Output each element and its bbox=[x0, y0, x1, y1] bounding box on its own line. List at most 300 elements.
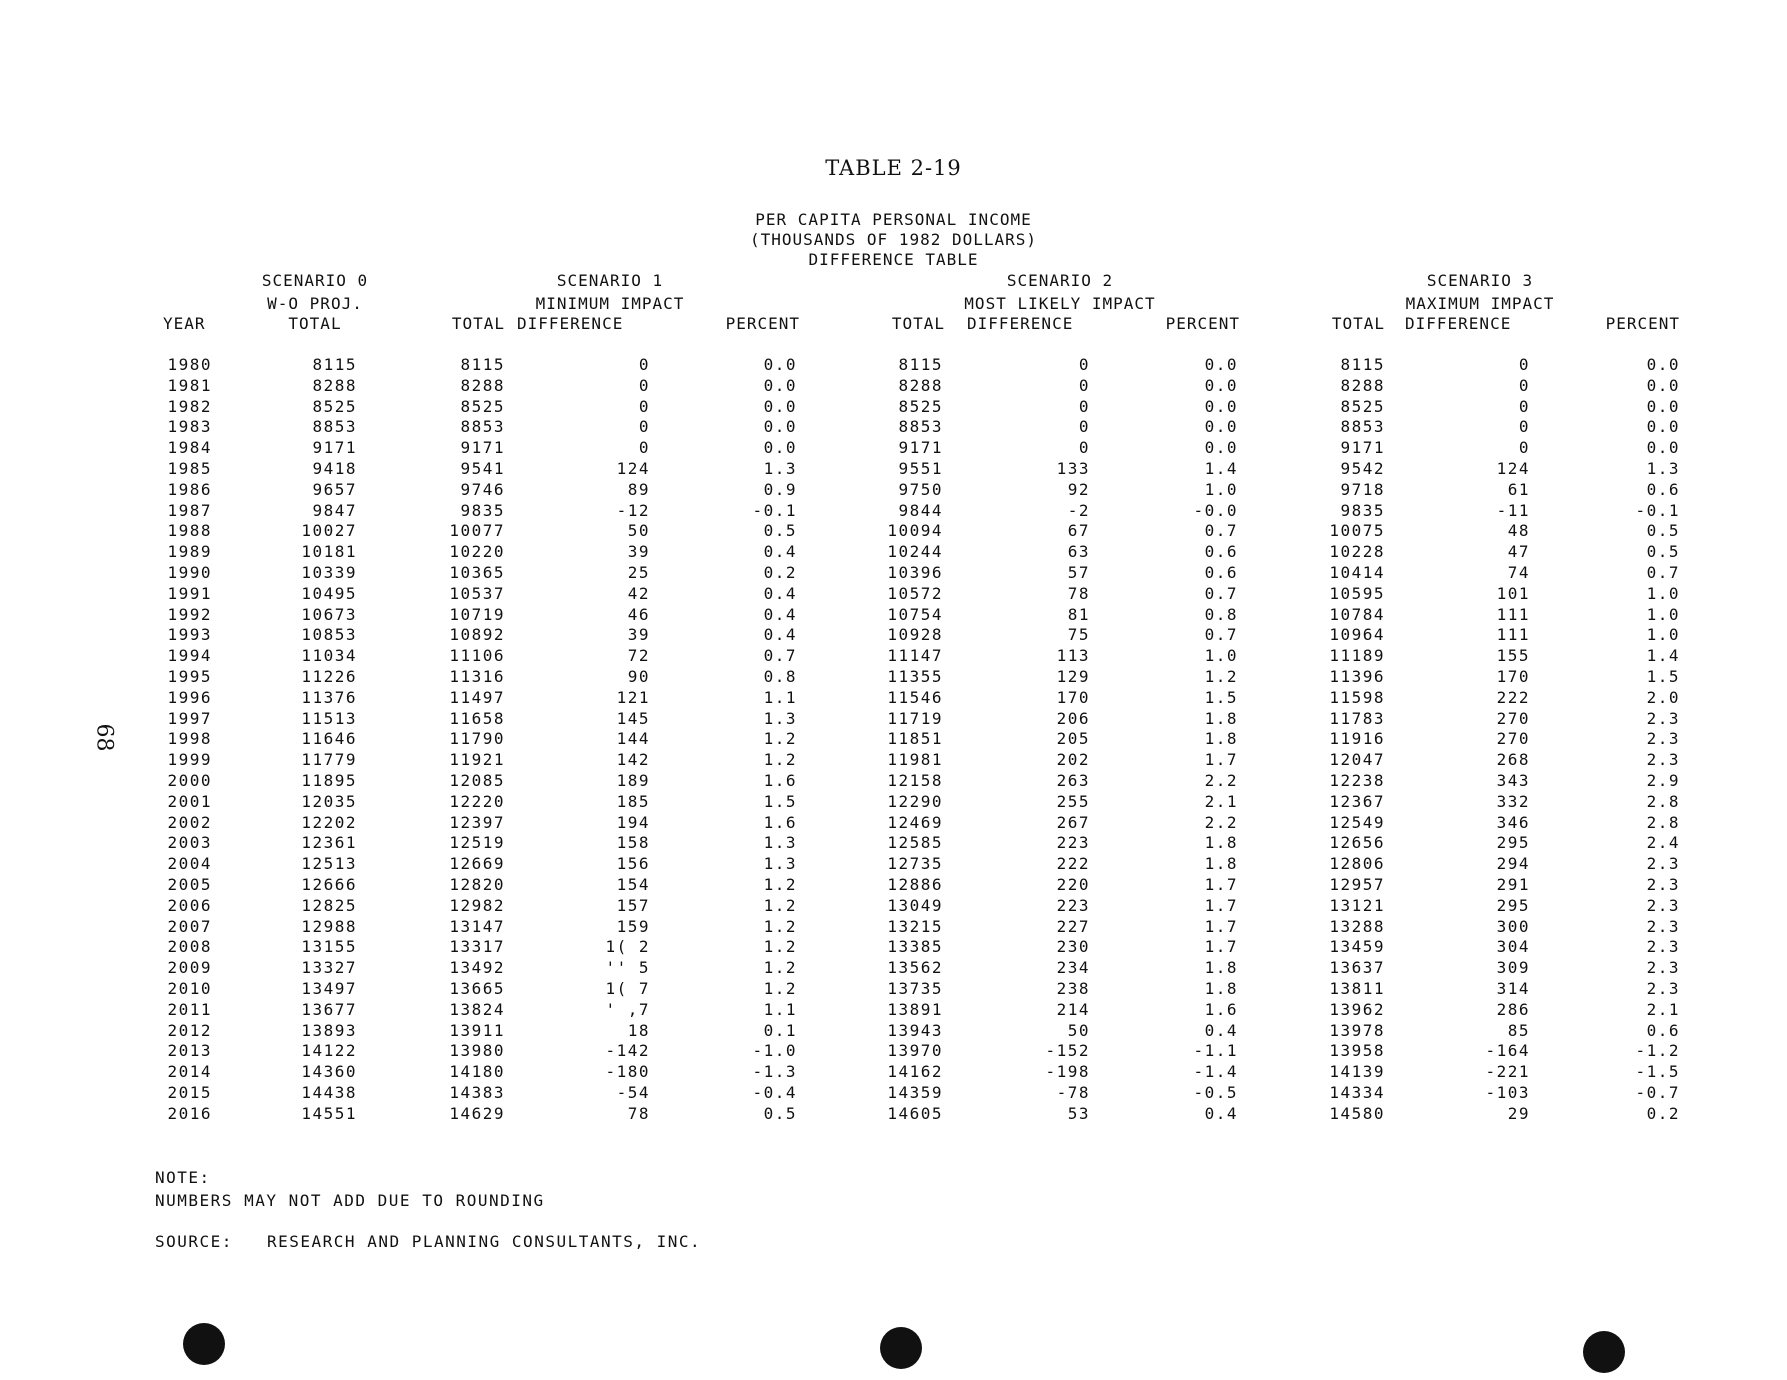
cell-s1-percent: 0.9 bbox=[763, 479, 797, 499]
cell-s2-percent: 1.7 bbox=[1204, 916, 1238, 936]
cell-s3-total: 12806 bbox=[1329, 854, 1385, 874]
cell-s2-difference: 234 bbox=[1056, 958, 1090, 978]
cell-s2-total: 11147 bbox=[887, 646, 943, 666]
cell-s0-total: 13155 bbox=[301, 937, 357, 957]
cell-s3-difference: 124 bbox=[1496, 459, 1530, 478]
table-row bbox=[0, 709, 1787, 729]
table-row bbox=[0, 958, 1787, 978]
cell-year: 1995 bbox=[167, 667, 212, 686]
cell-s1-difference: 189 bbox=[616, 771, 650, 790]
source-label: SOURCE: bbox=[155, 1232, 233, 1251]
cell-s3-total: 10964 bbox=[1329, 625, 1385, 645]
cell-s3-difference: 155 bbox=[1496, 646, 1530, 666]
cell-s1-percent: 1.2 bbox=[763, 729, 797, 749]
cell-s3-total: 12656 bbox=[1329, 833, 1385, 853]
cell-s1-total: 8853 bbox=[460, 417, 505, 437]
cell-year: 1992 bbox=[167, 604, 212, 624]
cell-s3-difference: 291 bbox=[1496, 875, 1530, 894]
binder-hole-right bbox=[1583, 1331, 1625, 1373]
table-row bbox=[0, 937, 1787, 957]
cell-s2-difference: 0 bbox=[1078, 355, 1090, 374]
table-row bbox=[0, 625, 1787, 645]
cell-s3-total: 11189 bbox=[1329, 646, 1385, 666]
note-text: NUMBERS MAY NOT ADD DUE TO ROUNDING bbox=[155, 1191, 545, 1210]
cell-s3-percent: -1.2 bbox=[1635, 1041, 1680, 1061]
cell-s2-percent: 0.0 bbox=[1204, 375, 1238, 395]
s1-total-header: TOTAL bbox=[451, 314, 505, 333]
cell-s1-difference: 154 bbox=[616, 875, 650, 894]
cell-s2-total: 13215 bbox=[887, 916, 943, 936]
cell-s1-difference: 156 bbox=[616, 854, 650, 874]
cell-s0-total: 11513 bbox=[301, 708, 357, 728]
cell-s1-difference: 50 bbox=[627, 521, 650, 541]
cell-s2-total: 8525 bbox=[898, 396, 943, 416]
cell-year: 2016 bbox=[167, 1103, 212, 1123]
cell-s3-percent: -0.1 bbox=[1635, 500, 1680, 520]
cell-year: 2005 bbox=[167, 875, 212, 894]
cell-s1-percent: 1.3 bbox=[763, 459, 797, 478]
cell-year: 2007 bbox=[167, 916, 212, 936]
table-row bbox=[0, 875, 1787, 895]
cell-s1-difference: 90 bbox=[627, 667, 650, 686]
cell-s1-percent: 1.6 bbox=[763, 771, 797, 790]
cell-s2-total: 13735 bbox=[887, 979, 943, 998]
scenario2-header-line2: MOST LIKELY IMPACT bbox=[964, 294, 1156, 313]
s1-difference-header: DIFFERENCE bbox=[517, 314, 624, 333]
cell-s1-percent: 1.2 bbox=[763, 937, 797, 957]
cell-s3-total: 8288 bbox=[1340, 375, 1385, 395]
cell-s3-difference: 47 bbox=[1507, 542, 1530, 562]
table-row bbox=[0, 1083, 1787, 1103]
cell-s0-total: 8115 bbox=[312, 355, 357, 374]
cell-s3-difference: 0 bbox=[1518, 375, 1530, 395]
cell-s1-total: 9171 bbox=[460, 438, 505, 458]
cell-s2-total: 9551 bbox=[898, 459, 943, 478]
cell-s1-percent: 0.4 bbox=[763, 604, 797, 624]
cell-s3-total: 13459 bbox=[1329, 937, 1385, 957]
cell-s1-total: 12220 bbox=[449, 791, 505, 811]
cell-s0-total: 12825 bbox=[301, 895, 357, 915]
cell-s1-total: 9541 bbox=[460, 459, 505, 478]
cell-s1-percent: 0.5 bbox=[763, 521, 797, 541]
cell-s3-percent: 2.4 bbox=[1646, 833, 1680, 853]
table-row bbox=[0, 854, 1787, 874]
cell-s2-difference: 255 bbox=[1056, 791, 1090, 811]
scenario2-header-line1: SCENARIO 2 bbox=[1006, 271, 1114, 290]
cell-s1-percent: 1.2 bbox=[763, 916, 797, 936]
cell-s2-total: 10928 bbox=[887, 625, 943, 645]
cell-s0-total: 10853 bbox=[301, 625, 357, 645]
table-row bbox=[0, 417, 1787, 437]
cell-s2-total: 10754 bbox=[887, 604, 943, 624]
cell-s3-percent: 1.3 bbox=[1646, 459, 1680, 478]
cell-s1-total: 13317 bbox=[449, 937, 505, 957]
cell-s2-difference: 57 bbox=[1067, 563, 1090, 582]
cell-s3-total: 13978 bbox=[1329, 1020, 1385, 1040]
cell-s2-percent: 1.8 bbox=[1204, 708, 1238, 728]
subtitle-line-1: PER CAPITA PERSONAL INCOME bbox=[755, 210, 1032, 229]
cell-s1-percent: 0.0 bbox=[763, 438, 797, 458]
cell-year: 1999 bbox=[167, 750, 212, 770]
cell-s3-total: 12367 bbox=[1329, 791, 1385, 811]
cell-s2-percent: 0.0 bbox=[1204, 417, 1238, 437]
cell-s1-difference: 144 bbox=[616, 729, 650, 749]
cell-s1-percent: 1.6 bbox=[763, 812, 797, 832]
table-row bbox=[0, 563, 1787, 583]
cell-s2-percent: -0.5 bbox=[1193, 1083, 1238, 1102]
cell-s2-percent: -1.1 bbox=[1193, 1041, 1238, 1061]
cell-year: 1989 bbox=[167, 542, 212, 562]
table-row bbox=[0, 667, 1787, 687]
cell-s2-percent: 1.0 bbox=[1204, 646, 1238, 666]
cell-s1-difference: 124 bbox=[616, 459, 650, 478]
cell-s2-total: 8853 bbox=[898, 417, 943, 437]
cell-s1-difference: ' ,7 bbox=[605, 999, 650, 1019]
cell-s1-total: 12669 bbox=[449, 854, 505, 874]
cell-s2-total: 10572 bbox=[887, 583, 943, 603]
cell-s1-difference: 157 bbox=[616, 895, 650, 915]
cell-s3-percent: 2.3 bbox=[1646, 937, 1680, 957]
table-row bbox=[0, 605, 1787, 625]
table-row bbox=[0, 813, 1787, 833]
cell-s3-percent: 2.3 bbox=[1646, 916, 1680, 936]
cell-s2-total: 12158 bbox=[887, 771, 943, 790]
cell-s1-difference: 89 bbox=[627, 479, 650, 499]
cell-s1-total: 10892 bbox=[449, 625, 505, 645]
cell-s2-total: 13049 bbox=[887, 895, 943, 915]
cell-s0-total: 11895 bbox=[301, 771, 357, 790]
cell-s1-percent: 0.0 bbox=[763, 375, 797, 395]
cell-s1-percent: 1.2 bbox=[763, 958, 797, 978]
cell-s0-total: 10027 bbox=[301, 521, 357, 541]
cell-year: 1991 bbox=[167, 583, 212, 603]
cell-year: 1996 bbox=[167, 687, 212, 707]
cell-s2-difference: 75 bbox=[1067, 625, 1090, 645]
cell-s2-total: 10094 bbox=[887, 521, 943, 541]
cell-s3-total: 11396 bbox=[1329, 667, 1385, 686]
cell-s0-total: 11779 bbox=[301, 750, 357, 770]
cell-s1-total: 10365 bbox=[449, 563, 505, 582]
cell-s2-difference: 0 bbox=[1078, 417, 1090, 437]
cell-s3-difference: 111 bbox=[1496, 625, 1530, 645]
cell-s1-difference: 25 bbox=[627, 563, 650, 582]
cell-s1-percent: 0.5 bbox=[763, 1103, 797, 1123]
year-header: YEAR bbox=[163, 314, 206, 333]
cell-s3-difference: 0 bbox=[1518, 417, 1530, 437]
cell-year: 1986 bbox=[167, 479, 212, 499]
cell-s1-percent: -1.3 bbox=[752, 1062, 797, 1082]
cell-s3-difference: -11 bbox=[1496, 500, 1530, 520]
cell-s1-total: 11316 bbox=[449, 667, 505, 686]
cell-s0-total: 9847 bbox=[312, 500, 357, 520]
cell-s3-difference: 222 bbox=[1496, 687, 1530, 707]
cell-s0-total: 10339 bbox=[301, 563, 357, 582]
cell-s2-difference: 67 bbox=[1067, 521, 1090, 541]
cell-s3-total: 11598 bbox=[1329, 687, 1385, 707]
cell-s1-total: 11106 bbox=[449, 646, 505, 666]
cell-s3-difference: 0 bbox=[1518, 396, 1530, 416]
cell-s2-total: 8288 bbox=[898, 375, 943, 395]
cell-s2-difference: -152 bbox=[1045, 1041, 1090, 1061]
cell-s2-percent: 2.1 bbox=[1204, 791, 1238, 811]
cell-s1-total: 14180 bbox=[449, 1062, 505, 1082]
cell-s2-difference: 0 bbox=[1078, 396, 1090, 416]
cell-s3-percent: 0.0 bbox=[1646, 375, 1680, 395]
cell-s2-difference: 113 bbox=[1056, 646, 1090, 666]
cell-s3-percent: 1.0 bbox=[1646, 625, 1680, 645]
cell-s3-percent: 0.7 bbox=[1646, 563, 1680, 582]
cell-s1-percent: 0.4 bbox=[763, 583, 797, 603]
cell-s2-percent: -1.4 bbox=[1193, 1062, 1238, 1082]
cell-s2-total: 13891 bbox=[887, 999, 943, 1019]
cell-year: 2003 bbox=[167, 833, 212, 853]
cell-s2-difference: 230 bbox=[1056, 937, 1090, 957]
cell-s1-total: 12397 bbox=[449, 812, 505, 832]
cell-s3-total: 8853 bbox=[1340, 417, 1385, 437]
cell-s3-percent: 1.0 bbox=[1646, 583, 1680, 603]
cell-s1-difference: -54 bbox=[616, 1083, 650, 1102]
cell-s1-total: 12982 bbox=[449, 895, 505, 915]
cell-s1-difference: 78 bbox=[627, 1103, 650, 1123]
cell-s1-total: 14383 bbox=[449, 1083, 505, 1102]
table-row bbox=[0, 459, 1787, 479]
cell-s2-percent: 0.0 bbox=[1204, 438, 1238, 458]
cell-s2-total: 12886 bbox=[887, 875, 943, 894]
cell-s0-total: 12513 bbox=[301, 854, 357, 874]
cell-s3-total: 10414 bbox=[1329, 563, 1385, 582]
cell-s1-difference: 0 bbox=[638, 396, 650, 416]
table-row bbox=[0, 771, 1787, 791]
cell-s1-difference: 42 bbox=[627, 583, 650, 603]
cell-s2-percent: 0.0 bbox=[1204, 355, 1238, 374]
cell-s3-percent: 2.3 bbox=[1646, 895, 1680, 915]
cell-s0-total: 12202 bbox=[301, 812, 357, 832]
cell-year: 2015 bbox=[167, 1083, 212, 1102]
cell-s1-difference: 145 bbox=[616, 708, 650, 728]
cell-s1-difference: 121 bbox=[616, 687, 650, 707]
cell-s0-total: 13497 bbox=[301, 979, 357, 998]
cell-s1-percent: 0.0 bbox=[763, 417, 797, 437]
cell-s3-percent: 0.0 bbox=[1646, 438, 1680, 458]
cell-s2-total: 12585 bbox=[887, 833, 943, 853]
cell-year: 2001 bbox=[167, 791, 212, 811]
cell-s3-percent: 0.5 bbox=[1646, 521, 1680, 541]
cell-s2-percent: 1.7 bbox=[1204, 895, 1238, 915]
cell-s3-percent: 2.0 bbox=[1646, 687, 1680, 707]
cell-s3-total: 13121 bbox=[1329, 895, 1385, 915]
cell-s0-total: 10495 bbox=[301, 583, 357, 603]
scenario1-header-line2: MINIMUM IMPACT bbox=[535, 294, 685, 313]
cell-s1-difference: '' 5 bbox=[605, 958, 650, 978]
cell-s3-difference: 286 bbox=[1496, 999, 1530, 1019]
cell-s1-percent: 1.3 bbox=[763, 708, 797, 728]
table-row bbox=[0, 688, 1787, 708]
table-row bbox=[0, 1000, 1787, 1020]
cell-s1-difference: 18 bbox=[627, 1020, 650, 1040]
cell-s3-total: 13962 bbox=[1329, 999, 1385, 1019]
cell-s2-percent: 0.4 bbox=[1204, 1103, 1238, 1123]
cell-s3-total: 12238 bbox=[1329, 771, 1385, 790]
cell-s1-percent: -1.0 bbox=[752, 1041, 797, 1061]
cell-s3-percent: 0.0 bbox=[1646, 355, 1680, 374]
cell-s2-total: 14359 bbox=[887, 1083, 943, 1102]
cell-s1-difference: 0 bbox=[638, 375, 650, 395]
cell-year: 2012 bbox=[167, 1020, 212, 1040]
cell-year: 1993 bbox=[167, 625, 212, 645]
cell-s3-difference: 309 bbox=[1496, 958, 1530, 978]
cell-s2-difference: 238 bbox=[1056, 979, 1090, 998]
cell-s1-difference: 39 bbox=[627, 542, 650, 562]
cell-s1-total: 12085 bbox=[449, 771, 505, 790]
cell-s1-percent: 1.2 bbox=[763, 750, 797, 770]
cell-s0-total: 10673 bbox=[301, 604, 357, 624]
cell-s3-total: 14580 bbox=[1329, 1103, 1385, 1123]
cell-s3-difference: 294 bbox=[1496, 854, 1530, 874]
cell-s3-percent: 0.2 bbox=[1646, 1103, 1680, 1123]
cell-s2-percent: 1.8 bbox=[1204, 729, 1238, 749]
scenario0-header-line2: W-O PROJ. bbox=[267, 294, 363, 313]
cell-s1-difference: -180 bbox=[605, 1062, 650, 1082]
cell-s2-difference: 223 bbox=[1056, 833, 1090, 853]
cell-s2-total: 10396 bbox=[887, 563, 943, 582]
page-number: 68 bbox=[91, 723, 117, 752]
cell-year: 2009 bbox=[167, 958, 212, 978]
cell-s2-percent: 0.6 bbox=[1204, 542, 1238, 562]
cell-s3-total: 12957 bbox=[1329, 875, 1385, 894]
cell-s2-total: 11546 bbox=[887, 687, 943, 707]
cell-s3-total: 13811 bbox=[1329, 979, 1385, 998]
cell-s2-percent: 0.7 bbox=[1204, 583, 1238, 603]
cell-s3-percent: 2.3 bbox=[1646, 854, 1680, 874]
table-row bbox=[0, 729, 1787, 749]
cell-s2-difference: 170 bbox=[1056, 687, 1090, 707]
cell-s0-total: 12666 bbox=[301, 875, 357, 894]
cell-s2-total: 12290 bbox=[887, 791, 943, 811]
cell-year: 2014 bbox=[167, 1062, 212, 1082]
cell-year: 2002 bbox=[167, 812, 212, 832]
cell-s1-difference: -142 bbox=[605, 1041, 650, 1061]
cell-s1-percent: 1.2 bbox=[763, 875, 797, 894]
cell-s3-percent: 2.9 bbox=[1646, 771, 1680, 790]
table-row bbox=[0, 1021, 1787, 1041]
cell-s1-total: 9746 bbox=[460, 479, 505, 499]
cell-s1-difference: -12 bbox=[616, 500, 650, 520]
cell-s2-difference: 133 bbox=[1056, 459, 1090, 478]
cell-s3-difference: 0 bbox=[1518, 355, 1530, 374]
table-title: TABLE 2-19 bbox=[825, 156, 962, 180]
cell-s1-total: 13980 bbox=[449, 1041, 505, 1061]
cell-s1-percent: 1.2 bbox=[763, 979, 797, 998]
cell-s3-difference: 29 bbox=[1507, 1103, 1530, 1123]
cell-s2-percent: 1.8 bbox=[1204, 979, 1238, 998]
cell-s3-total: 9718 bbox=[1340, 479, 1385, 499]
cell-s1-percent: 1.3 bbox=[763, 833, 797, 853]
cell-s2-difference: 81 bbox=[1067, 604, 1090, 624]
cell-s2-total: 9171 bbox=[898, 438, 943, 458]
cell-s0-total: 11034 bbox=[301, 646, 357, 666]
cell-s2-total: 13562 bbox=[887, 958, 943, 978]
cell-s1-difference: 72 bbox=[627, 646, 650, 666]
cell-s1-difference: 39 bbox=[627, 625, 650, 645]
cell-s2-difference: 263 bbox=[1056, 771, 1090, 790]
cell-s0-total: 12988 bbox=[301, 916, 357, 936]
cell-s3-total: 10784 bbox=[1329, 604, 1385, 624]
s3-percent-header: PERCENT bbox=[1605, 314, 1680, 333]
cell-s2-difference: 92 bbox=[1067, 479, 1090, 499]
cell-s1-percent: 1.1 bbox=[763, 687, 797, 707]
cell-s2-total: 13385 bbox=[887, 937, 943, 957]
cell-s2-difference: 227 bbox=[1056, 916, 1090, 936]
cell-s3-total: 13637 bbox=[1329, 958, 1385, 978]
cell-s1-total: 11921 bbox=[449, 750, 505, 770]
cell-s3-percent: 0.0 bbox=[1646, 417, 1680, 437]
cell-s2-difference: 214 bbox=[1056, 999, 1090, 1019]
cell-s3-percent: 2.3 bbox=[1646, 750, 1680, 770]
binder-hole-left bbox=[183, 1323, 225, 1365]
cell-s3-difference: 111 bbox=[1496, 604, 1530, 624]
cell-s2-difference: 0 bbox=[1078, 438, 1090, 458]
s2-percent-header: PERCENT bbox=[1165, 314, 1240, 333]
table-row bbox=[0, 480, 1787, 500]
cell-s2-percent: 1.4 bbox=[1204, 459, 1238, 478]
cell-s3-total: 14334 bbox=[1329, 1083, 1385, 1102]
scenario0-header-line3: TOTAL bbox=[288, 314, 342, 333]
table-row bbox=[0, 438, 1787, 458]
s2-total-header: TOTAL bbox=[891, 314, 945, 333]
cell-s2-percent: 1.6 bbox=[1204, 999, 1238, 1019]
cell-s0-total: 9418 bbox=[312, 459, 357, 478]
cell-s1-difference: 1( 2 bbox=[605, 937, 650, 957]
cell-s0-total: 13327 bbox=[301, 958, 357, 978]
s3-difference-header: DIFFERENCE bbox=[1405, 314, 1512, 333]
cell-s3-difference: 304 bbox=[1496, 937, 1530, 957]
cell-s2-percent: 1.5 bbox=[1204, 687, 1238, 707]
cell-s3-difference: 343 bbox=[1496, 771, 1530, 790]
cell-s2-difference: 223 bbox=[1056, 895, 1090, 915]
cell-s2-difference: 205 bbox=[1056, 729, 1090, 749]
cell-s3-difference: 48 bbox=[1507, 521, 1530, 541]
cell-s2-difference: 222 bbox=[1056, 854, 1090, 874]
cell-s1-difference: 46 bbox=[627, 604, 650, 624]
cell-s0-total: 8853 bbox=[312, 417, 357, 437]
cell-s3-difference: 295 bbox=[1496, 833, 1530, 853]
cell-s3-difference: 270 bbox=[1496, 729, 1530, 749]
cell-s2-percent: 0.6 bbox=[1204, 563, 1238, 582]
cell-s1-difference: 158 bbox=[616, 833, 650, 853]
cell-s2-percent: 1.2 bbox=[1204, 667, 1238, 686]
table-row bbox=[0, 542, 1787, 562]
cell-s1-difference: 0 bbox=[638, 355, 650, 374]
cell-s3-total: 9835 bbox=[1340, 500, 1385, 520]
cell-s2-total: 11355 bbox=[887, 667, 943, 686]
cell-s2-percent: 2.2 bbox=[1204, 771, 1238, 790]
cell-s2-total: 11719 bbox=[887, 708, 943, 728]
cell-s2-total: 12735 bbox=[887, 854, 943, 874]
cell-s3-difference: -103 bbox=[1485, 1083, 1530, 1102]
table-row bbox=[0, 750, 1787, 770]
cell-s2-percent: 1.8 bbox=[1204, 958, 1238, 978]
cell-s3-total: 10595 bbox=[1329, 583, 1385, 603]
cell-s3-total: 14139 bbox=[1329, 1062, 1385, 1082]
cell-s2-percent: 1.8 bbox=[1204, 833, 1238, 853]
cell-s2-total: 9844 bbox=[898, 500, 943, 520]
cell-year: 1981 bbox=[167, 375, 212, 395]
cell-s2-total: 11981 bbox=[887, 750, 943, 770]
cell-year: 1997 bbox=[167, 708, 212, 728]
cell-year: 1990 bbox=[167, 563, 212, 582]
cell-year: 1994 bbox=[167, 646, 212, 666]
cell-s1-difference: 159 bbox=[616, 916, 650, 936]
